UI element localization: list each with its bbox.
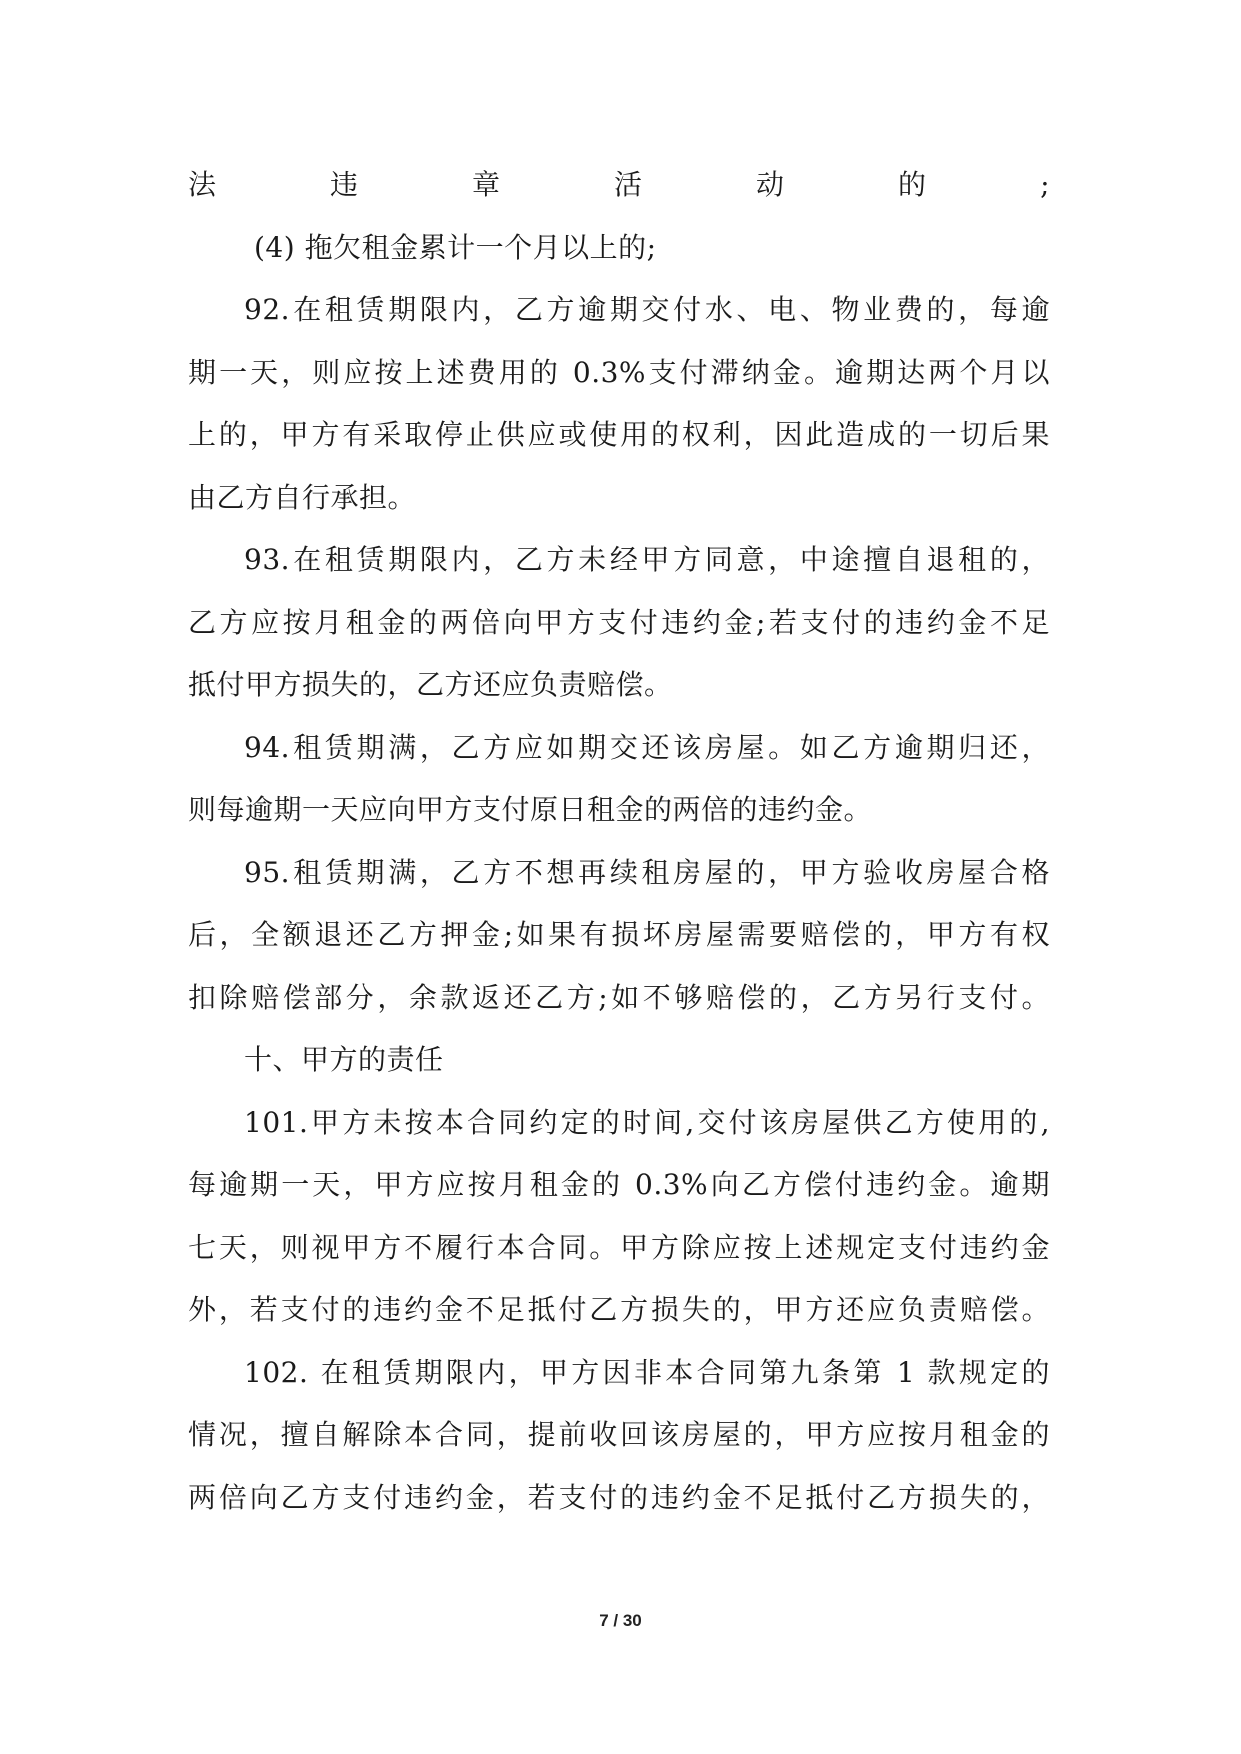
text-line: 由乙方自行承担。 [188, 480, 417, 514]
text-line: 则每逾期一天应向甲方支付原日租金的两倍的违约金。 [188, 793, 873, 826]
section-heading: 十、甲方的责任 [244, 1043, 444, 1076]
text-line: 情况，擅自解除本合同，提前收回该房屋的，甲方应按月租金的 [188, 1418, 1050, 1451]
text-line: 每逾期一天，甲方应按月租金的 0.3%向乙方偿付违约金。逾期 [188, 1168, 1050, 1201]
text-line: 两倍向乙方支付违约金，若支付的违约金不足抵付乙方损失的， [188, 1480, 1050, 1514]
text-line: (4) 拖欠租金累计一个月以上的; [254, 230, 657, 264]
text-line: 92.在租赁期限内，乙方逾期交付水、电、物业费的，每逾 [244, 293, 1050, 326]
text-line: 法违章活动的; [188, 168, 1050, 201]
text-line: 乙方应按月租金的两倍向甲方支付违约金;若支付的违约金不足 [188, 605, 1050, 639]
text-line: 扣除赔偿部分，余款返还乙方;如不够赔偿的，乙方另行支付。 [188, 980, 1050, 1014]
text-line: 外，若支付的违约金不足抵付乙方损失的，甲方还应负责赔偿。 [188, 1293, 1050, 1326]
page-number: 7 / 30 [599, 1611, 642, 1630]
text-line: 95.租赁期满，乙方不想再续租房屋的，甲方验收房屋合格 [244, 855, 1050, 889]
text-line: 七天，则视甲方不履行本合同。甲方除应按上述规定支付违约金 [188, 1230, 1050, 1264]
text-line: 上的，甲方有采取停止供应或使用的权利，因此造成的一切后果 [188, 418, 1050, 451]
text-line: 后，全额退还乙方押金;如果有损坏房屋需要赔偿的，甲方有权 [188, 918, 1050, 951]
text-line: 93.在租赁期限内，乙方未经甲方同意，中途擅自退租的， [244, 543, 1050, 576]
text-line: 101.甲方未按本合同约定的时间,交付该房屋供乙方使用的, [244, 1105, 1050, 1139]
text-line: 抵付甲方损失的，乙方还应负责赔偿。 [188, 668, 673, 701]
body-text [188, 154, 1050, 1529]
text-line: 102. 在租赁期限内，甲方因非本合同第九条第 1 款规定的 [244, 1355, 1050, 1389]
text-line: 期一天，则应按上述费用的 0.3%支付滞纳金。逾期达两个月以 [188, 355, 1050, 389]
text-line: 94.租赁期满，乙方应如期交还该房屋。如乙方逾期归还， [244, 730, 1050, 764]
